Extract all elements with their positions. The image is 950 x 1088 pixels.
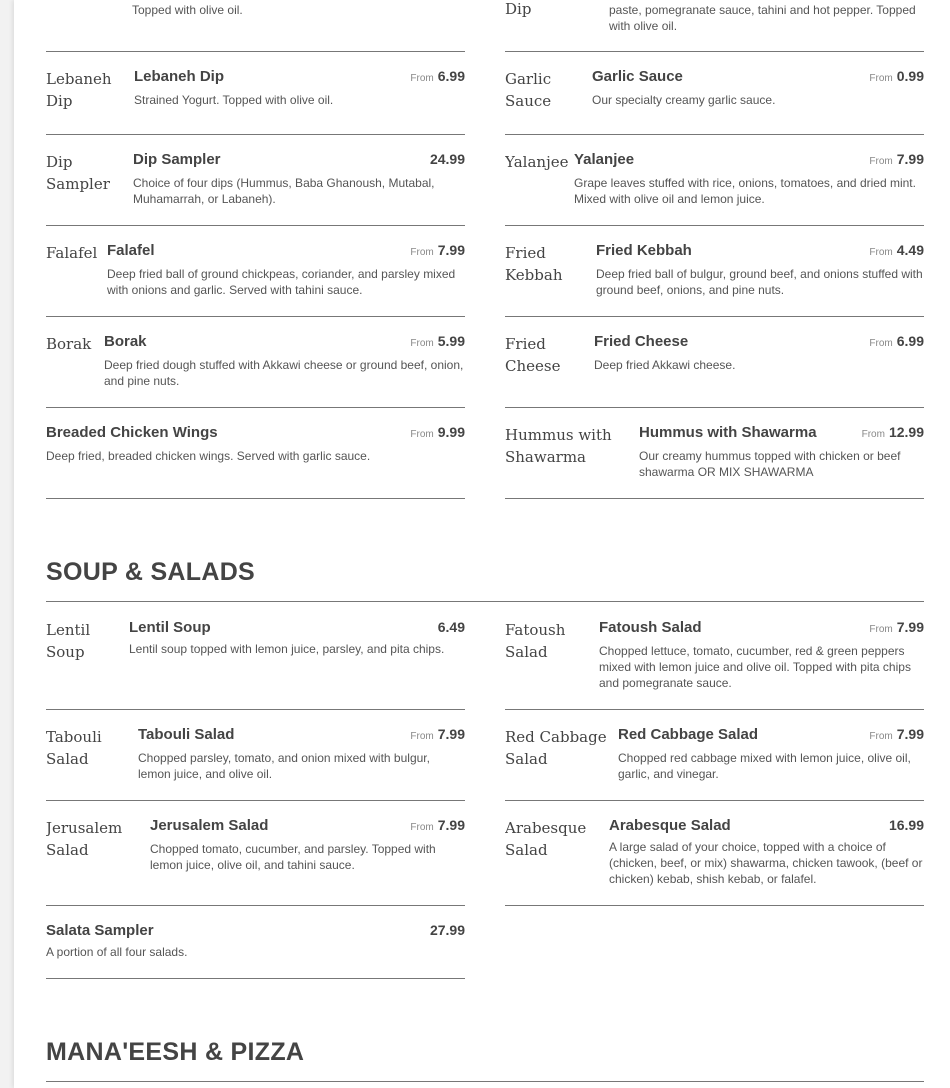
menu-item[interactable] [46, 333, 465, 389]
menu-item[interactable] [505, 151, 924, 207]
from-label: From [410, 822, 434, 833]
price-value: 6.99 [896, 333, 924, 349]
divider [46, 225, 465, 226]
menu-item[interactable] [505, 68, 924, 112]
item-name[interactable]: Lebaneh Dip [134, 68, 225, 85]
item-name[interactable]: Falafel [107, 242, 155, 259]
from-label: From [869, 338, 893, 349]
item-price [869, 333, 924, 349]
item-name[interactable]: Jerusalem Salad [150, 817, 269, 834]
item-description: Chopped red cabbage mixed with lemon juice, olive oil, garlic, and vinegar. [618, 751, 911, 781]
price-value: 16.99 [888, 817, 924, 833]
item-price [430, 151, 465, 167]
divider [46, 134, 465, 135]
item-price [869, 726, 924, 742]
item-price [862, 424, 924, 440]
price-value: 24.99 [429, 151, 465, 167]
divider [505, 800, 924, 801]
section-title-manaeesh-pizza: MANA'EESH & PIZZA [46, 1038, 305, 1066]
menu-item[interactable] [505, 619, 924, 691]
item-price [410, 242, 465, 258]
price-value: 7.99 [896, 151, 924, 167]
divider [505, 407, 924, 408]
item-image[interactable]: Yalanjee [505, 153, 569, 171]
item-name[interactable]: Arabesque Salad [609, 817, 731, 834]
divider [46, 905, 465, 906]
item-name[interactable]: Salata Sampler [46, 922, 154, 939]
item-name[interactable]: Borak [104, 333, 147, 350]
item-description: Lentil soup topped with lemon juice, parsley, and pita chips. [129, 642, 445, 656]
item-name[interactable]: Garlic Sauce [592, 68, 683, 85]
item-description: Strained Yogurt. Topped with olive oil. [134, 93, 334, 107]
price-value: 4.49 [896, 242, 924, 258]
price-value: 7.99 [896, 619, 924, 635]
item-image[interactable]: Fried Cheese [505, 335, 561, 375]
price-value: 7.99 [437, 242, 465, 258]
menu-item[interactable] [505, 726, 924, 782]
divider [505, 709, 924, 710]
menu-item[interactable] [505, 817, 924, 887]
menu-item[interactable] [46, 726, 465, 782]
from-label: From [869, 247, 893, 258]
item-image[interactable]: Lebaneh Dip [46, 70, 112, 110]
item-price [430, 922, 465, 938]
item-price [410, 817, 465, 833]
menu-item[interactable] [46, 817, 465, 873]
item-description: Deep fried dough stuffed with Akkawi cheese or ground beef, onion, and pine nuts. [104, 358, 464, 388]
divider [505, 905, 924, 906]
price-value: 6.49 [437, 619, 465, 635]
from-label: From [410, 247, 434, 258]
item-price [869, 242, 924, 258]
price-value: 12.99 [888, 424, 924, 440]
item-description: Deep fried, breaded chicken wings. Served with garlic sauce. [46, 449, 371, 463]
item-description: Grape leaves stuffed with rice, onions, tomatoes, and dried mint. Mixed with olive oil and lemon juice. [574, 176, 916, 206]
from-label: From [869, 731, 893, 742]
item-description: Deep fried ball of ground chickpeas, coriander, and parsley mixed with onions and garlic. Served with tahini sauce. [107, 267, 456, 297]
item-image[interactable]: Falafel [46, 244, 98, 262]
from-label: From [869, 624, 893, 635]
item-description: Deep fried ball of bulgur, ground beef, and onions stuffed with ground beef, onions, and pine nuts. [596, 267, 923, 297]
item-description: Deep fried Akkawi cheese. [594, 358, 736, 372]
divider [505, 134, 924, 135]
section-title-soup-salads: SOUP & SALADS [46, 558, 256, 586]
menu-item[interactable] [46, 151, 465, 207]
item-description: Chopped parsley, tomato, and onion mixed with bulgur, lemon juice, and olive oil. [138, 751, 430, 781]
item-name[interactable]: Hummus with Shawarma [639, 424, 817, 441]
divider [505, 316, 924, 317]
menu-item[interactable] [505, 333, 924, 377]
menu-item[interactable] [46, 68, 465, 112]
section-divider [46, 601, 924, 602]
item-name[interactable]: Fatoush Salad [599, 619, 702, 636]
menu-item[interactable] [46, 619, 465, 663]
from-label: From [410, 338, 434, 349]
item-name[interactable]: Red Cabbage Salad [618, 726, 759, 743]
item-description: Our creamy hummus topped with chicken or beef shawarma OR MIX SHAWARMA [639, 449, 901, 479]
divider [505, 51, 924, 52]
item-image[interactable]: Lentil Soup [46, 621, 91, 661]
item-image[interactable]: Tabouli Salad [46, 728, 102, 768]
price-value: 7.99 [437, 817, 465, 833]
from-label: From [410, 731, 434, 742]
item-description: Our specialty creamy garlic sauce. [592, 93, 776, 107]
price-value: 5.99 [437, 333, 465, 349]
item-description: Chopped lettuce, tomato, cucumber, red & green peppers mixed with lemon juice and olive oil. Topped with pita chips and pomegranate sauce. [599, 644, 911, 690]
price-value: 7.99 [437, 726, 465, 742]
menu-page [14, 0, 950, 1088]
item-description: Chopped tomato, cucumber, and parsley. Topped with lemon juice, olive oil, and tahini sauce. [150, 842, 436, 872]
menu-item[interactable] [505, 424, 924, 480]
partial-item-description: paste, pomegranate sauce, tahini and hot pepper. Topped with olive oil. [609, 3, 916, 33]
item-name[interactable]: Yalanjee [574, 151, 635, 168]
item-price [438, 619, 465, 635]
item-image[interactable]: Fatoush Salad [505, 621, 566, 661]
divider [46, 51, 465, 52]
section-divider [46, 1081, 924, 1082]
item-image[interactable]: Fried Kebbah [505, 244, 563, 284]
menu-item[interactable] [46, 922, 465, 960]
divider [46, 800, 465, 801]
price-value: 9.99 [437, 424, 465, 440]
from-label: From [869, 73, 893, 84]
item-price [869, 151, 924, 167]
item-image[interactable]: Jerusalem Salad [46, 819, 123, 859]
menu-item[interactable] [46, 424, 465, 464]
price-value: 0.99 [896, 68, 924, 84]
item-image[interactable]: Arabesque Salad [505, 819, 587, 859]
item-price [410, 726, 465, 742]
divider [46, 407, 465, 408]
price-value: 6.99 [437, 68, 465, 84]
item-image[interactable]: Hummus with Shawarma [505, 426, 612, 466]
divider [505, 225, 924, 226]
menu-item[interactable] [505, 242, 924, 298]
item-name[interactable]: Fried Kebbah [596, 242, 692, 259]
partial-item-image[interactable]: Dip [505, 0, 532, 18]
from-label: From [410, 429, 434, 440]
item-description: A portion of all four salads. [46, 945, 188, 959]
item-price [889, 817, 924, 833]
item-name[interactable]: Lentil Soup [129, 619, 211, 636]
item-image[interactable]: Red Cabbage Salad [505, 728, 607, 768]
price-value: 27.99 [429, 922, 465, 938]
item-price [869, 619, 924, 635]
price-value: 7.99 [896, 726, 924, 742]
item-name[interactable]: Dip Sampler [133, 151, 221, 168]
from-label: From [410, 73, 434, 84]
item-price [410, 333, 465, 349]
item-description: Choice of four dips (Hummus, Baba Ghanoush, Mutabal, Muhamarrah, or Labaneh). [133, 176, 435, 206]
item-name[interactable]: Tabouli Salad [138, 726, 235, 743]
item-price [869, 68, 924, 84]
from-label: From [869, 156, 893, 167]
divider [46, 316, 465, 317]
divider [505, 498, 924, 499]
item-name[interactable]: Fried Cheese [594, 333, 689, 350]
item-description: A large salad of your choice, topped with a choice of (chicken, beef, or mix) shawarma, chicken tawook, (beef or chicken) kebab, shish kebab, or falafel. [609, 840, 923, 886]
from-label: From [861, 429, 885, 440]
item-name[interactable]: Breaded Chicken Wings [46, 424, 218, 441]
item-price [410, 68, 465, 84]
partial-item-description: Topped with olive oil. [132, 3, 243, 17]
divider [46, 709, 465, 710]
divider [46, 498, 465, 499]
item-image[interactable]: Garlic Sauce [505, 70, 552, 110]
item-price [410, 424, 465, 440]
item-image[interactable]: Dip Sampler [46, 153, 110, 193]
menu-item[interactable] [46, 242, 465, 298]
divider [46, 978, 465, 979]
item-image[interactable]: Borak [46, 335, 92, 353]
